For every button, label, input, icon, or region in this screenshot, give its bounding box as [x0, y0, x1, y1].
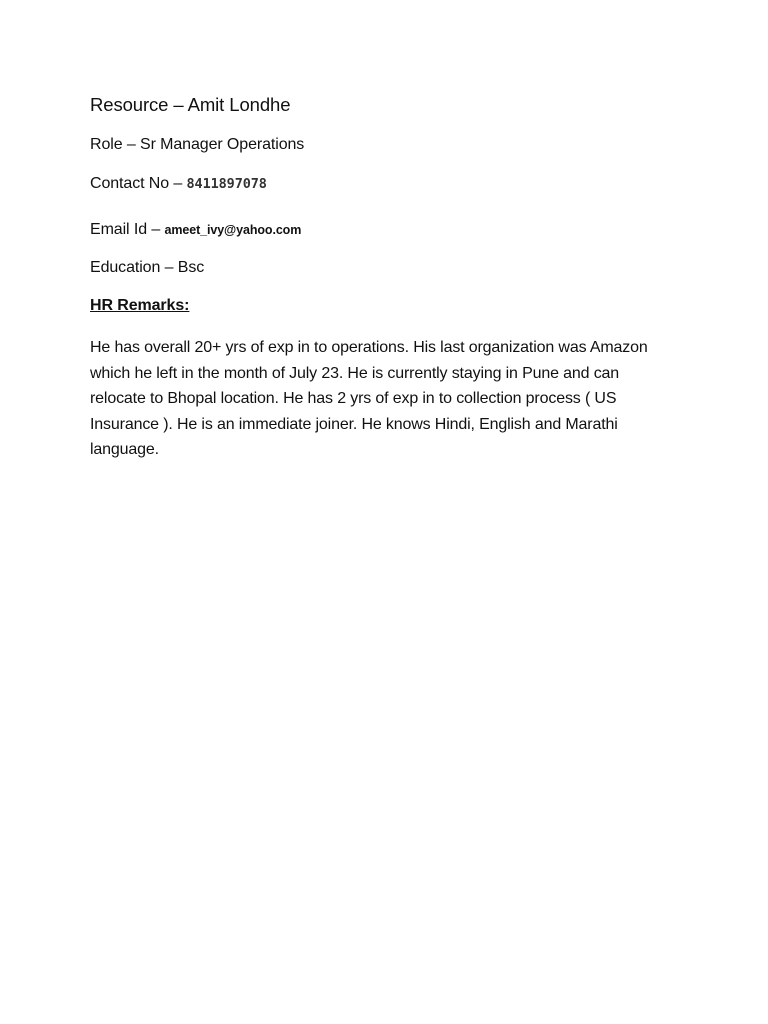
hr-remarks-paragraph	[90, 335, 670, 463]
email-label: Email Id –	[90, 221, 165, 238]
contact-label: Contact No –	[90, 175, 187, 192]
email-address: ameet_ivy@yahoo.com	[164, 223, 302, 237]
contact-number: 8411897078	[186, 176, 267, 192]
remarks-line: Insurance ). He is an immediate joiner. He knows Hindi, English and Marathi	[90, 415, 618, 433]
hr-remarks-heading: HR Remarks:	[90, 297, 190, 314]
remarks-line: relocate to Bhopal location. He has 2 yrs of exp in to collection process ( US	[90, 390, 617, 408]
role-line: Role – Sr Manager Operations	[90, 136, 305, 153]
education-line: Education – Bsc	[90, 259, 205, 276]
remarks-line: which he left in the month of July 23. He is currently staying in Pune and can	[90, 364, 620, 382]
remarks-line: He has overall 20+ yrs of exp in to operations. His last organization was Amazon	[90, 339, 648, 356]
remarks-line: language.	[90, 441, 159, 459]
email-line	[90, 221, 301, 239]
resource-name: Resource – Amit Londhe	[90, 94, 291, 115]
contact-line	[90, 175, 267, 193]
